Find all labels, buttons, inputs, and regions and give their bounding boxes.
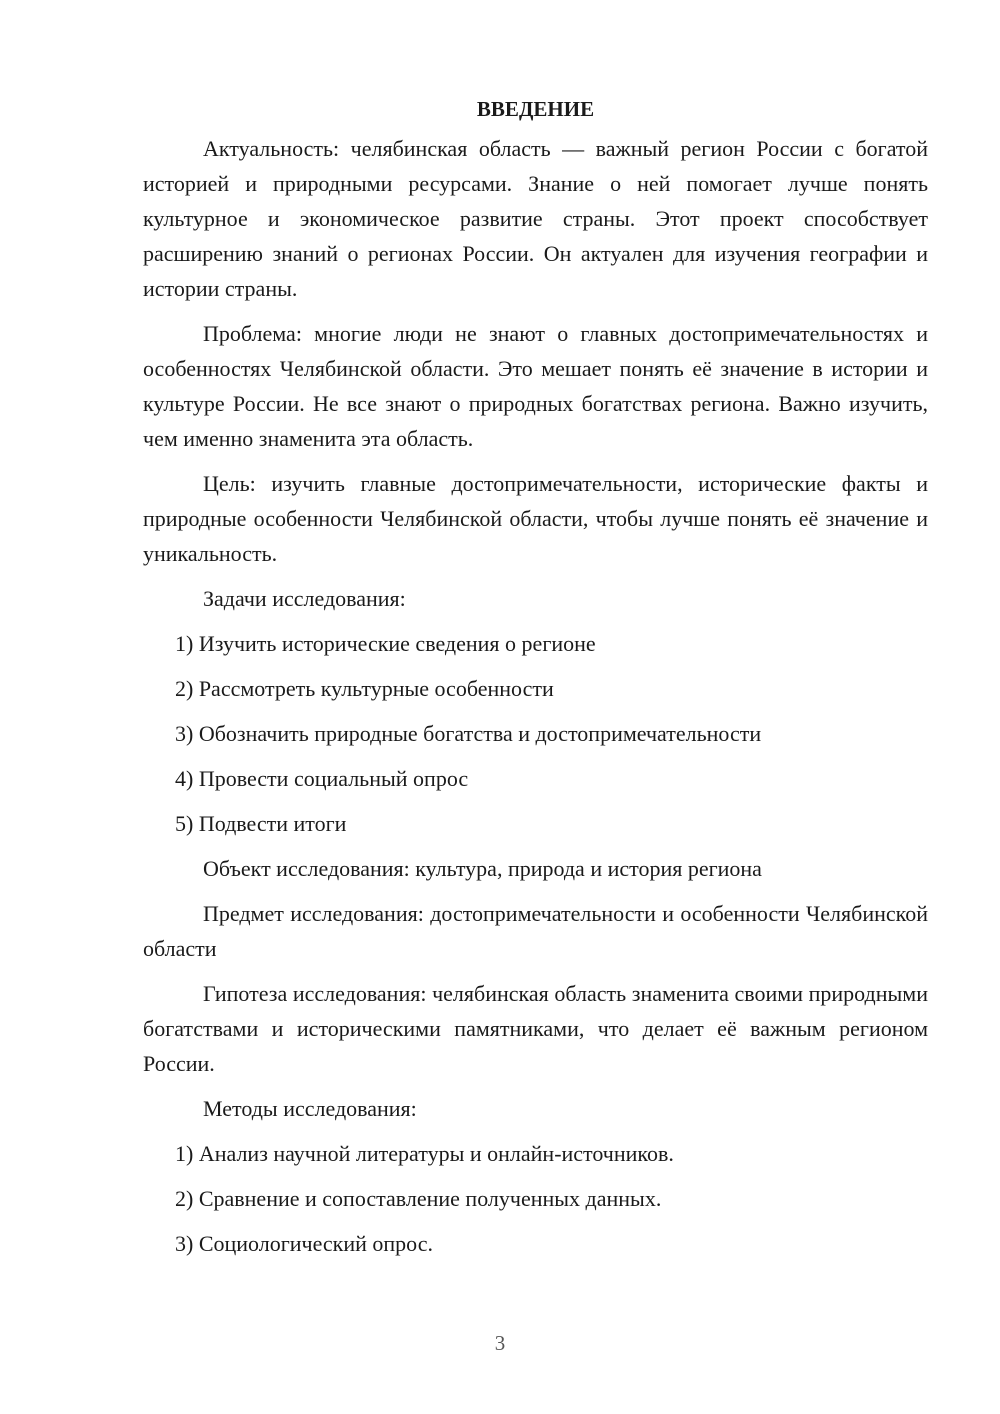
methods-heading: Методы исследования: (203, 1096, 417, 1121)
task-item: 3) Обозначить природные богатства и достопримечательности (175, 721, 762, 746)
task-item: 5) Подвести итоги (175, 811, 347, 836)
object-paragraph: Объект исследования: культура, природа и история региона (203, 856, 762, 881)
document-page (143, 92, 928, 1271)
task-item: 4) Провести социальный опрос (175, 766, 469, 791)
goal-paragraph: Цель: изучить главные достопримечательности, исторические факты и природные особенности Челябинской области, чтобы лучше понять её значение и уникальность. (143, 471, 928, 566)
section-title: ВВЕДЕНИЕ (476, 97, 595, 121)
task-item: 2) Рассмотреть культурные особенности (175, 676, 554, 701)
method-item: 1) Анализ научной литературы и онлайн-источников. (175, 1141, 674, 1166)
method-item: 2) Сравнение и сопоставление полученных данных. (175, 1186, 662, 1211)
method-item: 3) Социологический опрос. (175, 1231, 433, 1256)
tasks-heading: Задачи исследования: (203, 586, 406, 611)
problem-paragraph: Проблема: многие люди не знают о главных достопримечательностях и особенностях Челябинской области. Это мешает понять её значение в истории и культуре России. Не все знают о природных богатствах региона. Важно изучить, чем именно знаменита эта область. (143, 321, 928, 451)
hypothesis-paragraph: Гипотеза исследования: челябинская область знаменита своими природными богатствами и историческими памятниками, что делает её важным регионом России. (143, 981, 928, 1076)
relevance-paragraph: Актуальность: челябинская область — важный регион России с богатой историей и природными ресурсами. Знание о ней помогает лучше понять культурное и экономическое развитие страны. Этот проект способствует расширению знаний о регионах России. Он актуален для изучения географии и истории страны. (143, 136, 928, 301)
subject-paragraph: Предмет исследования: достопримечательности и особенности Челябинской области (143, 901, 928, 961)
page-number: 3 (494, 1331, 506, 1355)
task-item: 1) Изучить исторические сведения о регионе (175, 631, 596, 656)
